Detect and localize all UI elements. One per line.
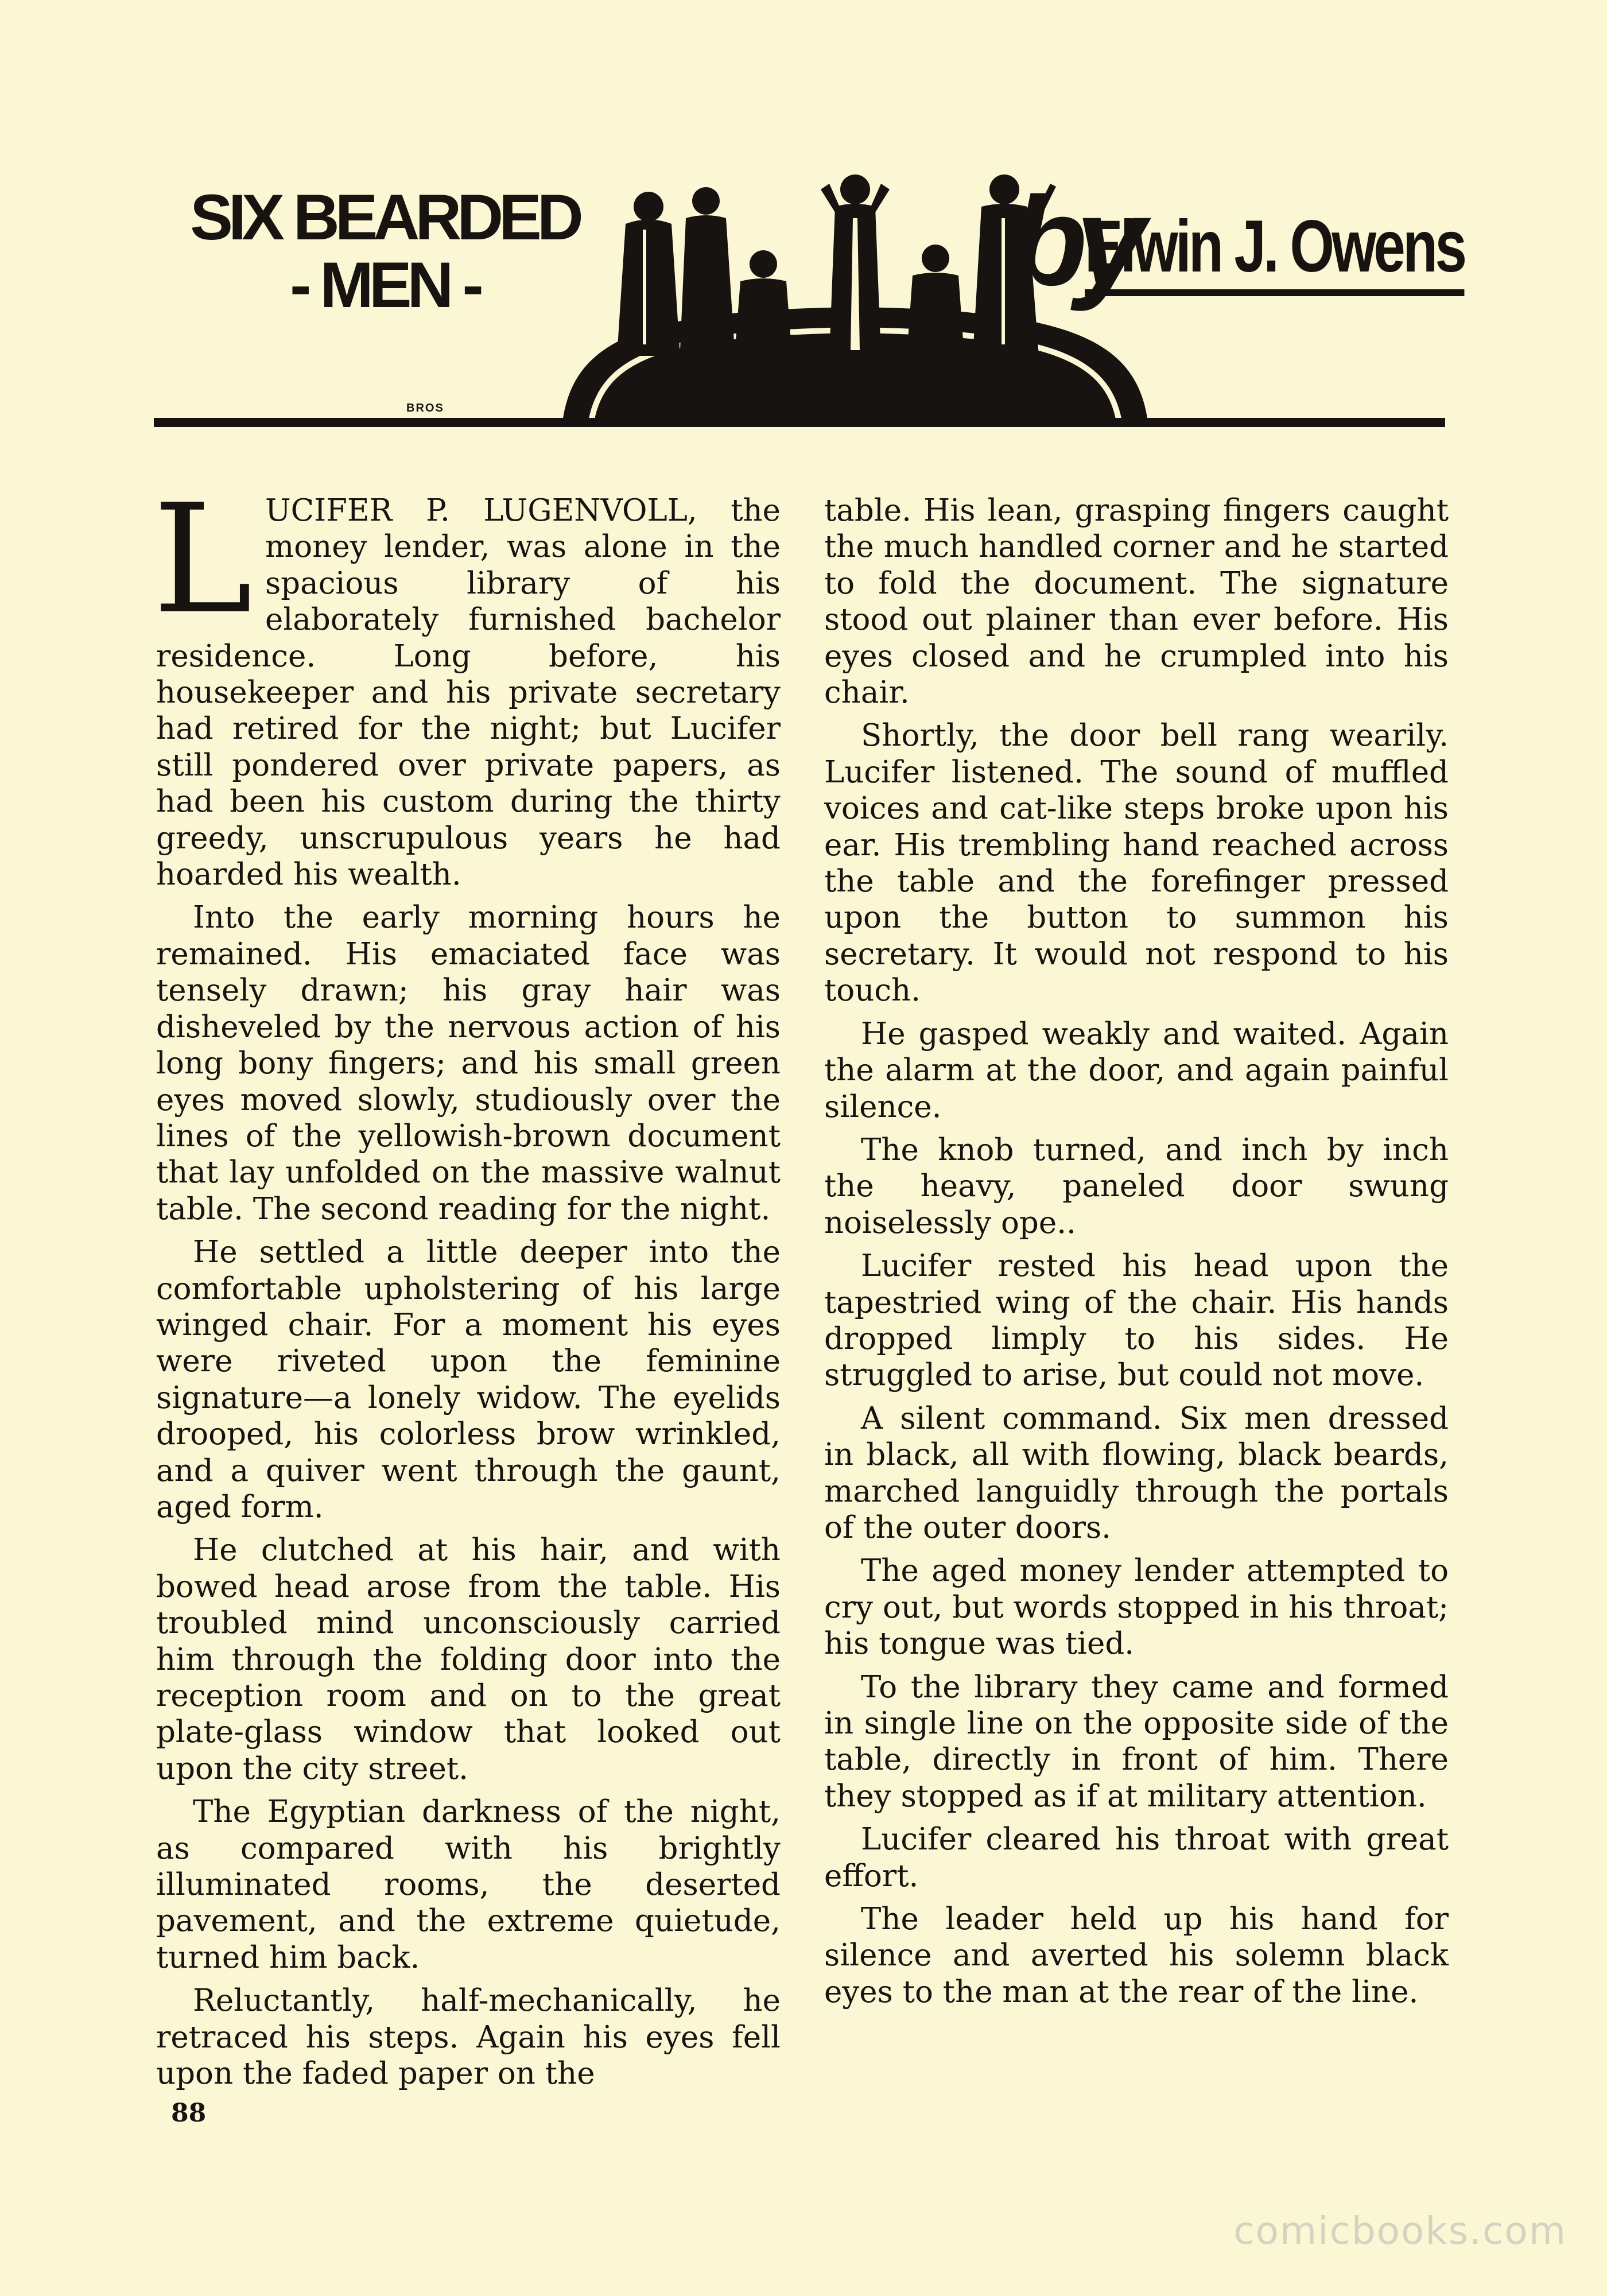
author-name: Elwin J. Owens bbox=[1085, 207, 1464, 296]
paragraph: The leader held up his hand for silence and averted his solemn black eyes to the man at the rear of the line. bbox=[824, 1902, 1449, 2010]
paragraph-text: UCIFER P. LUGENVOLL, the money lender, was alone in the spacious library of his elaborately furnished bachelor residence. Long before, his housekeeper and his private secretary had retired for the night; but Lucifer still pondered over private papers, as had been his custom during the thirty greedy, unscrupulous years he had hoarded his wealth. bbox=[156, 493, 781, 893]
paragraph: The knob turned, and inch by inch the heavy, paneled door swung noiselessly ope.. bbox=[824, 1132, 1449, 1240]
site-watermark: comicbooks.com bbox=[1233, 2209, 1567, 2253]
paragraph: He gasped weakly and waited. Again the alarm at the door, and again painful silence. bbox=[824, 1016, 1449, 1124]
paragraph: He settled a little deeper into the comfortable upholstering of his large winged chair. For a moment his eyes were riveted upon the feminine signature—a lonely widow. The eyelids drooped, his colorless brow wrinkled, and a quiver went through the gaunt, aged form. bbox=[156, 1235, 781, 1525]
title-line-2: - MEN - bbox=[290, 249, 479, 321]
paragraph: The aged money lender attempted to cry out, but words stopped in his throat; his tongue was tied. bbox=[824, 1553, 1449, 1662]
paragraph: Lucifer cleared his throat with great effort. bbox=[824, 1822, 1449, 1894]
paragraph: Lucifer rested his head upon the tapestried wing of the chair. His hands dropped limply to his sides. He struggled to arise, but could not move. bbox=[824, 1248, 1449, 1393]
paragraph: He clutched at his hair, and with bowed head arose from the table. His troubled mind unconsciously carried him through the folding door into the reception room and on to the great plate-glass window that looked out upon the city street. bbox=[156, 1533, 781, 1786]
paragraph bbox=[153, 472, 781, 893]
paragraph: A silent command. Six men dressed in black, all with flowing, black beards, marched languidly through the portals of the outer doors. bbox=[824, 1401, 1449, 1545]
header-rule bbox=[154, 418, 1445, 427]
story-title bbox=[155, 181, 614, 321]
paragraph: Reluctantly, half-mechanically, he retraced his steps. Again his eyes fell upon the faded paper on the bbox=[156, 1983, 781, 2092]
byline-prefix: by bbox=[1010, 170, 1135, 312]
illustrator-signature: BROS bbox=[406, 402, 444, 414]
paragraph: table. His lean, grasping fingers caught the much handled corner and he started to fold the document. The signature stood out plainer than ever before. His eyes closed and he crumpled into his chair. bbox=[824, 493, 1449, 711]
title-line-1: SIX BEARDED bbox=[190, 181, 579, 253]
paragraph: To the library they came and formed in single line on the opposite side of the table, directly in front of him. There they stopped as if at military attention. bbox=[824, 1669, 1449, 1814]
byline bbox=[1010, 170, 1465, 312]
paragraph: The Egyptian darkness of the night, as compared with his brightly illuminated rooms, the deserted pavement, and the extreme quietude, turned him back. bbox=[156, 1794, 781, 1975]
drop-cap: L bbox=[153, 472, 253, 647]
paragraph: Shortly, the door bell rang wearily. Lucifer listened. The sound of muffled voices and cat-like steps broke upon his ear. His trembling hand reached across the table and the forefinger pressed upon the button to summon his secretary. It would not respond to his touch. bbox=[824, 718, 1449, 1009]
page-number: 88 bbox=[171, 2099, 207, 2128]
right-column bbox=[824, 492, 1449, 2017]
paragraph: Into the early morning hours he remained. His emaciated face was tensely drawn; his gray hair was disheveled by the nervous action of his long bony fingers; and his small green eyes moved slowly, studiously over the lines of the yellowish-brown document that lay unfolded on the massive walnut table. The second reading for the night. bbox=[156, 900, 781, 1227]
left-column bbox=[153, 472, 781, 2099]
